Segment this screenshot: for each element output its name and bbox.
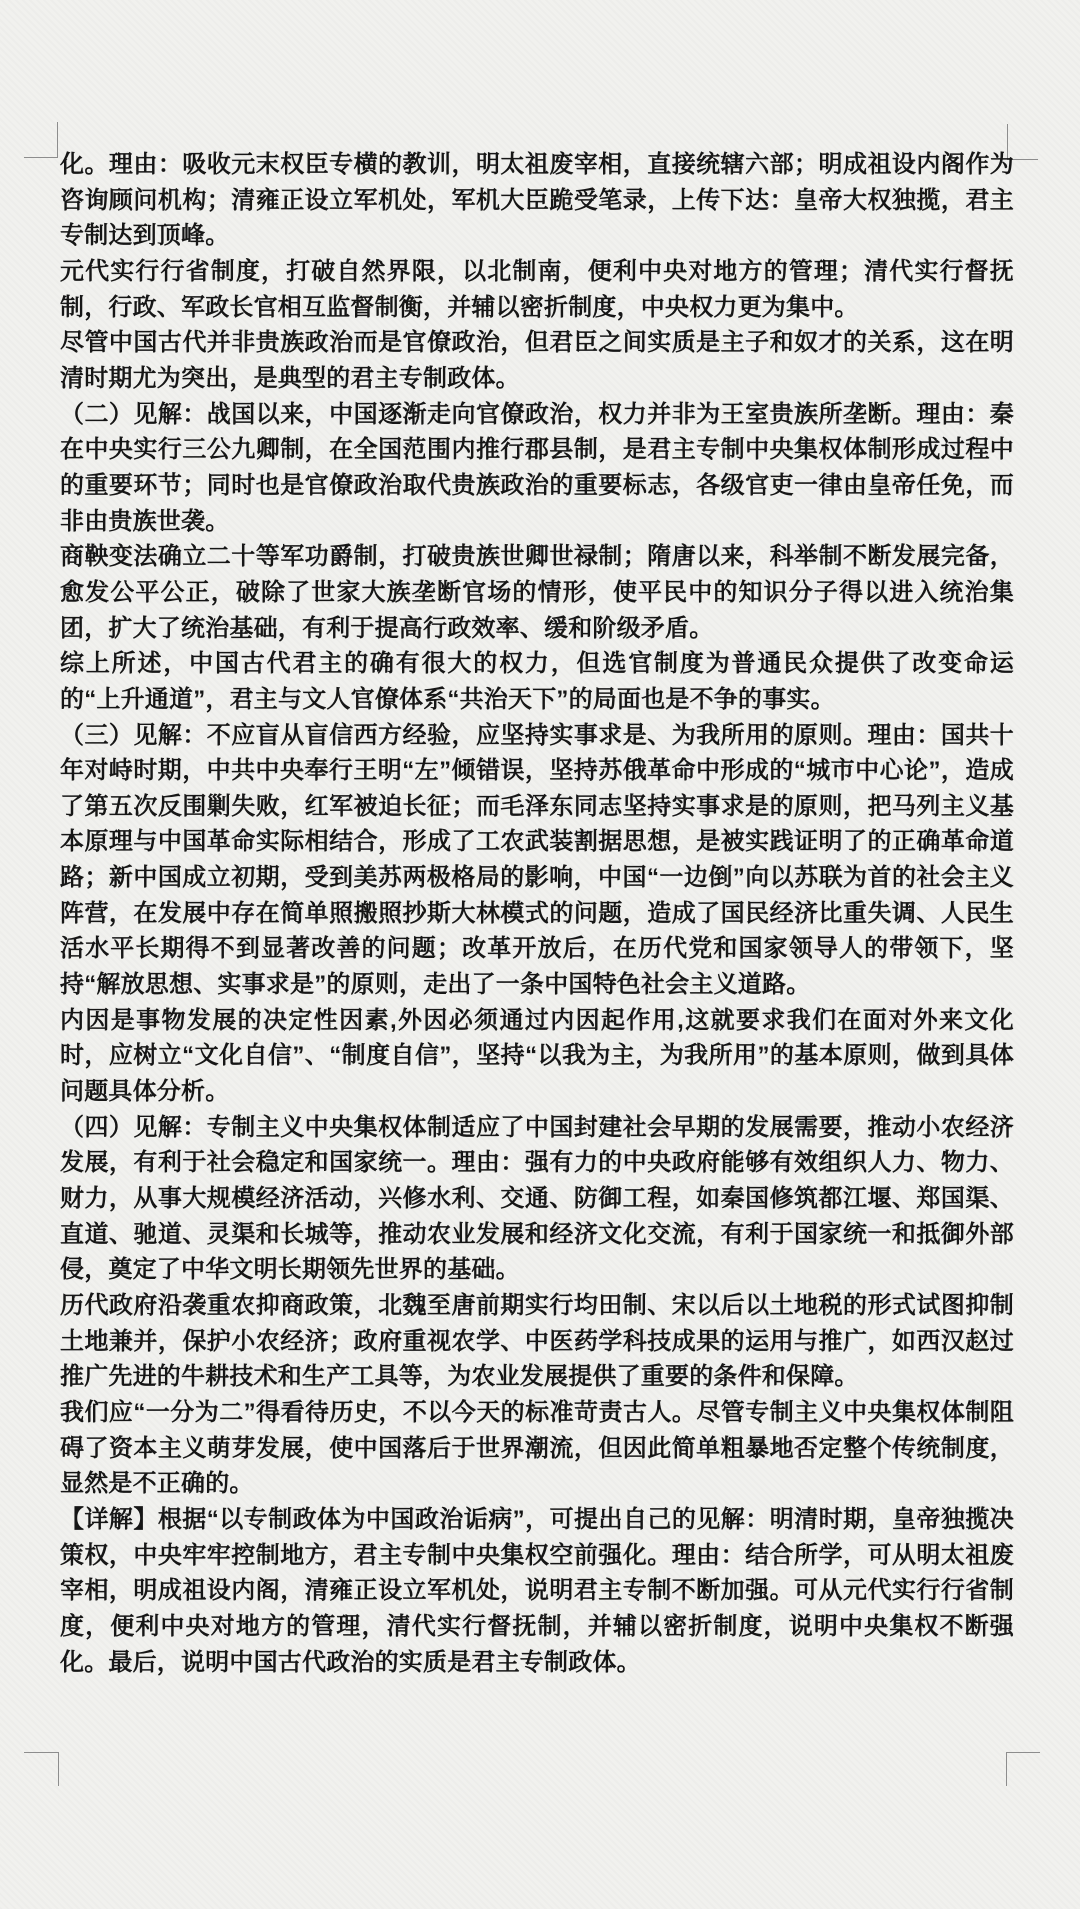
paragraph: 尽管中国古代并非贵族政治而是官僚政治，但君臣之间实质是主子和奴才的关系，这在明清时期尤为突出，是典型的君主专制政体。 <box>60 329 1014 392</box>
paragraph: （四）见解：专制主义中央集权体制适应了中国封建社会早期的发展需要，推动小农经济发展，有利于社会稳定和国家统一。理由：强有力的中央政府能够有效组织人力、物力、财力，从事大规模经济活动，兴修水利、交通、防御工程，如秦国修筑都江堰、郑国渠、直道、驰道、灵渠和长城等，推动农业发展和经济文化交流，有利于国家统一和抵御外部侵，奠定了中华文明长期领先世界的基础。 <box>60 1113 1014 1284</box>
crop-mark-bottom-left <box>24 1752 59 1786</box>
paragraph: 元代实行行省制度，打破自然界限，以北制南，便利中央对地方的管理；清代实行督抚制，行政、军政长官相互监督制衡，并辅以密折制度，中央权力更为集中。 <box>60 257 1014 321</box>
crop-mark-top-left <box>24 122 58 158</box>
paragraph: 化。理由：吸收元末权臣专横的教训，明太祖废宰相，直接统辖六部；明成祖设内阁作为咨询顾问机构；清雍正设立军机处，军机大臣跪受笔录，上传下达：皇帝大权独揽，君主专制达到顶峰。 <box>60 151 1014 250</box>
paragraph: 历代政府沿袭重农抑商政策，北魏至唐前期实行均田制、宋以后以土地税的形式试图抑制土地兼并，保护小农经济；政府重视农学、中医药学科技成果的运用与推广，如西汉赵过推广先进的牛耕技术和生产工具等，为农业发展提供了重要的条件和保障。 <box>60 1292 1014 1391</box>
crop-mark-bottom-right <box>1006 1752 1040 1786</box>
paragraph: 我们应“一分为二”得看待历史，不以今天的标准苛责古人。尽管专制主义中央集权体制阻碍了资本主义萌芽发展，使中国落后于世界潮流，但因此简单粗暴地否定整个传统制度，显然是不正确的。 <box>60 1398 1014 1498</box>
paragraph: 综上所述，中国古代君主的确有很大的权力，但选官制度为普通民众提供了改变命运的“上升通道”，君主与文人官僚体系“共治天下”的局面也是不争的事实。 <box>60 650 1014 713</box>
paragraph: 商鞅变法确立二十等军功爵制，打破贵族世卿世禄制；隋唐以来，科举制不断发展完备，愈发公平公正，破除了世家大族垄断官场的情形，使平民中的知识分子得以进入统治集团，扩大了统治基础，有利于提高行政效率、缓和阶级矛盾。 <box>60 543 1014 642</box>
paragraph: 【详解】根据“以专制政体为中国政治诟病”，可提出自己的见解：明清时期，皇帝独揽决策权，中央牢牢控制地方，君主专制中央集权空前强化。理由：结合所学，可从明太祖废宰相，明成祖设内阁，清雍正设立军机处，说明君主专制不断加强。可从元代实行行省制度，便利中央对地方的管理，清代实行督抚制，并辅以密折制度，说明中央集权不断强化。最后，说明中国古代政治的实质是君主专制政体。 <box>60 1505 1014 1676</box>
paragraph: （二）见解：战国以来，中国逐渐走向官僚政治，权力并非为王室贵族所垄断。理由：秦在中央实行三公九卿制，在全国范围内推行郡县制，是君主专制中央集权体制形成过程中的重要环节；同时也是官僚政治取代贵族政治的重要标志，各级官吏一律由皇帝任免，而非由贵族世袭。 <box>60 400 1014 535</box>
answer-text-body <box>60 147 1014 1680</box>
paragraph: 内因是事物发展的决定性因素,外因必须通过内因起作用,这就要求我们在面对外来文化时，应树立“文化自信”、“制度自信”，坚持“以我为主，为我所用”的基本原则，做到具体问题具体分析。 <box>60 1006 1014 1106</box>
paragraph: （三）见解：不应盲从盲信西方经验，应坚持实事求是、为我所用的原则。理由：国共十年对峙时期，中共中央奉行王明“左”倾错误，坚持苏俄革命中形成的“城市中心论”，造成了第五次反围剿失败，红军被迫长征；而毛泽东同志坚持实事求是的原则，把马列主义基本原理与中国革命实际相结合，形成了工农武装割据思想，是被实践证明了的正确革命道路；新中国成立初期，受到美苏两极格局的影响，中国“一边倒”向以苏联为首的社会主义阵营，在发展中存在简单照搬照抄斯大林模式的问题，造成了国民经济比重失调、人民生活水平长期得不到显著改善的问题；改革开放后，在历代党和国家领导人的带领下，坚持“解放思想、实事求是”的原则，走出了一条中国特色社会主义道路。 <box>60 721 1014 999</box>
